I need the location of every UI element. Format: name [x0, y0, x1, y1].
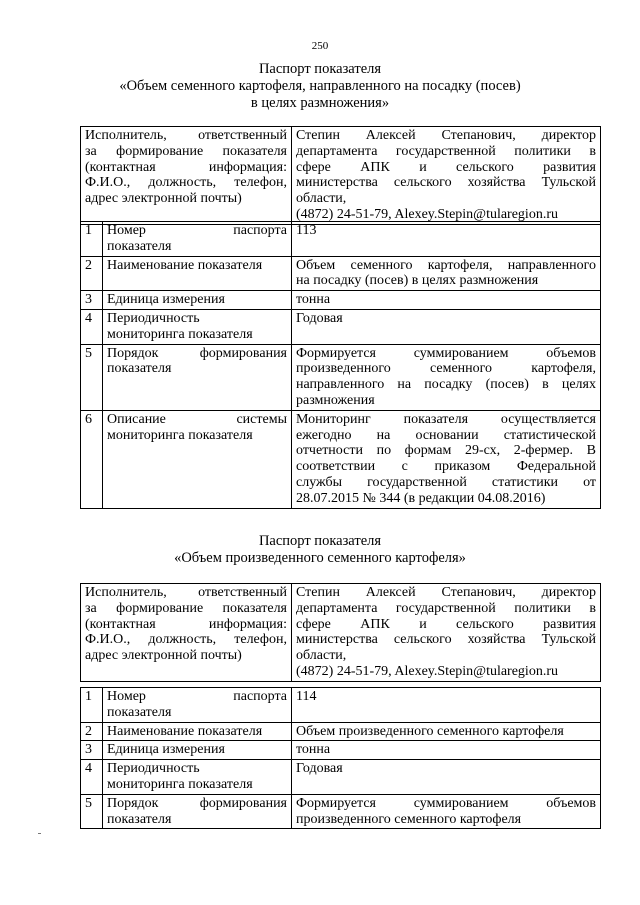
- text-line: Объем произведенного семенного картофеля: [296, 723, 564, 739]
- text-line: 113: [296, 223, 317, 238]
- page-number: 250: [311, 40, 329, 52]
- table-row: [81, 794, 601, 829]
- text-line: показателя: [107, 361, 172, 377]
- text-line: за формирование показателя: [85, 600, 287, 616]
- row-value: [292, 344, 601, 410]
- row-label: [103, 256, 292, 291]
- row-number: 1: [81, 688, 103, 723]
- text-line: 114: [296, 689, 317, 704]
- row-number: 2: [81, 256, 103, 291]
- executor-value: [292, 584, 601, 682]
- passport-title-1: [0, 61, 640, 112]
- text-line: сфере АПК и сельского развития: [296, 159, 596, 175]
- row-label: [103, 410, 292, 508]
- row-value: [292, 741, 601, 760]
- row-label: [103, 741, 292, 760]
- title-line: Паспорт показателя: [258, 533, 382, 549]
- text-line: Наименование показателя: [107, 723, 263, 739]
- text-line: Периодичность: [107, 761, 200, 777]
- text-line: министерства сельского хозяйства Тульской: [296, 175, 596, 191]
- text-line: Исполнитель, ответственный: [85, 128, 287, 143]
- row-label: [103, 688, 292, 723]
- row-number: 4: [81, 760, 103, 795]
- table-row: [81, 688, 601, 723]
- text-line: Степин Алексей Степанович, директор: [296, 128, 596, 143]
- text-line: соответствии с приказом Федеральной: [296, 459, 596, 475]
- row-value: [292, 291, 601, 310]
- table-row: [81, 760, 601, 795]
- table-row: [81, 741, 601, 760]
- passport-table-1-rows: [80, 221, 601, 509]
- row-label: [103, 291, 292, 310]
- text-line: адрес электронной почты): [85, 191, 242, 207]
- text-line: Описание системы: [107, 411, 287, 427]
- title-line: Паспорт показателя: [258, 61, 382, 77]
- row-number: 3: [81, 291, 103, 310]
- text-line: ежегодно на основании статистической: [296, 427, 596, 443]
- table-row: [81, 256, 601, 291]
- text-line: службы государственной статистики от: [296, 474, 596, 490]
- text-line: тонна: [296, 742, 331, 758]
- row-number: 3: [81, 741, 103, 760]
- row-number: 2: [81, 722, 103, 741]
- text-line: Формируется суммированием объемов: [296, 345, 596, 361]
- row-label: [103, 344, 292, 410]
- executor-value: [292, 127, 601, 225]
- row-value: [292, 410, 601, 508]
- text-line: Ф.И.О., должность, телефон,: [85, 175, 287, 191]
- text-line: за формирование показателя: [85, 143, 287, 159]
- text-line: министерства сельского хозяйства Тульской: [296, 632, 596, 648]
- text-line: Степин Алексей Степанович, директор: [296, 585, 596, 600]
- text-line: произведенного семенного картофеля: [296, 811, 522, 827]
- text-line: Объем семенного картофеля, направленного: [296, 257, 596, 273]
- table-row: [81, 222, 601, 257]
- text-line: Исполнитель, ответственный: [85, 585, 287, 600]
- table-row: [81, 584, 601, 682]
- table-row: [81, 127, 601, 225]
- text-line: Годовая: [296, 761, 343, 777]
- row-value: [292, 256, 601, 291]
- text-line: (4872) 24-51-79, Alexey.Stepin@tularegion.ru: [296, 663, 558, 679]
- title-line: «Объем семенного картофеля, направленного на посадку (посев): [119, 78, 521, 94]
- row-number: 6: [81, 410, 103, 508]
- row-label: [103, 222, 292, 257]
- passport-table-2-rows: [80, 687, 601, 829]
- row-value: [292, 222, 601, 257]
- row-value: [292, 309, 601, 344]
- table-row: [81, 309, 601, 344]
- passport-table-1: [80, 126, 601, 225]
- row-label: [103, 722, 292, 741]
- title-line: в целях размножения»: [250, 95, 390, 111]
- row-label: [103, 794, 292, 829]
- row-label: [103, 309, 292, 344]
- row-number: 5: [81, 344, 103, 410]
- executor-label: [81, 127, 292, 225]
- text-line: направленного на посадку (посев) в целях: [296, 377, 596, 393]
- row-number: 1: [81, 222, 103, 257]
- row-value: [292, 688, 601, 723]
- text-line: области,: [296, 191, 347, 207]
- text-line: (контактная информация:: [85, 616, 287, 632]
- text-line: на посадку (посев) в целях размножения: [296, 273, 539, 289]
- text-line: мониторинга показателя: [107, 776, 253, 792]
- text-line: (контактная информация:: [85, 159, 287, 175]
- text-line: показателя: [107, 238, 172, 254]
- text-line: мониторинга показателя: [107, 427, 253, 443]
- text-line: отчетности по формам 29-сх, 2-фермер. В: [296, 443, 596, 459]
- text-line: произведенного семенного картофеля,: [296, 361, 596, 377]
- text-line: Порядок формирования: [107, 795, 287, 811]
- text-line: департамента государственной политики в: [296, 143, 596, 159]
- text-line: размножения: [296, 392, 375, 408]
- row-label: [103, 760, 292, 795]
- executor-label: [81, 584, 292, 682]
- text-line: тонна: [296, 292, 331, 308]
- passport-title-2: [0, 533, 640, 567]
- row-number: 4: [81, 309, 103, 344]
- row-value: [292, 760, 601, 795]
- text-line: Формируется суммированием объемов: [296, 795, 596, 811]
- text-line: Единица измерения: [107, 742, 225, 758]
- table-row: [81, 410, 601, 508]
- text-line: Номер паспорта: [107, 689, 287, 704]
- text-line: 28.07.2015 № 344 (в редакции 04.08.2016): [296, 490, 546, 506]
- title-line: «Объем произведенного семенного картофеля»: [174, 550, 466, 566]
- text-line: показателя: [107, 811, 172, 827]
- text-line: (4872) 24-51-79, Alexey.Stepin@tularegion.ru: [296, 206, 558, 222]
- text-line: Единица измерения: [107, 292, 225, 308]
- text-line: Номер паспорта: [107, 223, 287, 238]
- text-line: департамента государственной политики в: [296, 600, 596, 616]
- text-line: Наименование показателя: [107, 257, 263, 273]
- table-row: [81, 291, 601, 310]
- text-line: Периодичность: [107, 310, 200, 326]
- passport-table-2: [80, 583, 601, 682]
- text-line: показателя: [107, 704, 172, 720]
- row-number: 5: [81, 794, 103, 829]
- text-line: мониторинга показателя: [107, 326, 253, 342]
- table-row: [81, 344, 601, 410]
- row-value: [292, 794, 601, 829]
- text-line: Мониторинг показателя осуществляется: [296, 411, 596, 427]
- scan-speck: [38, 833, 41, 834]
- text-line: адрес электронной почты): [85, 648, 242, 664]
- row-value: [292, 722, 601, 741]
- text-line: Годовая: [296, 310, 343, 326]
- text-line: области,: [296, 648, 347, 664]
- table-row: [81, 722, 601, 741]
- text-line: сфере АПК и сельского развития: [296, 616, 596, 632]
- text-line: Ф.И.О., должность, телефон,: [85, 632, 287, 648]
- text-line: Порядок формирования: [107, 345, 287, 361]
